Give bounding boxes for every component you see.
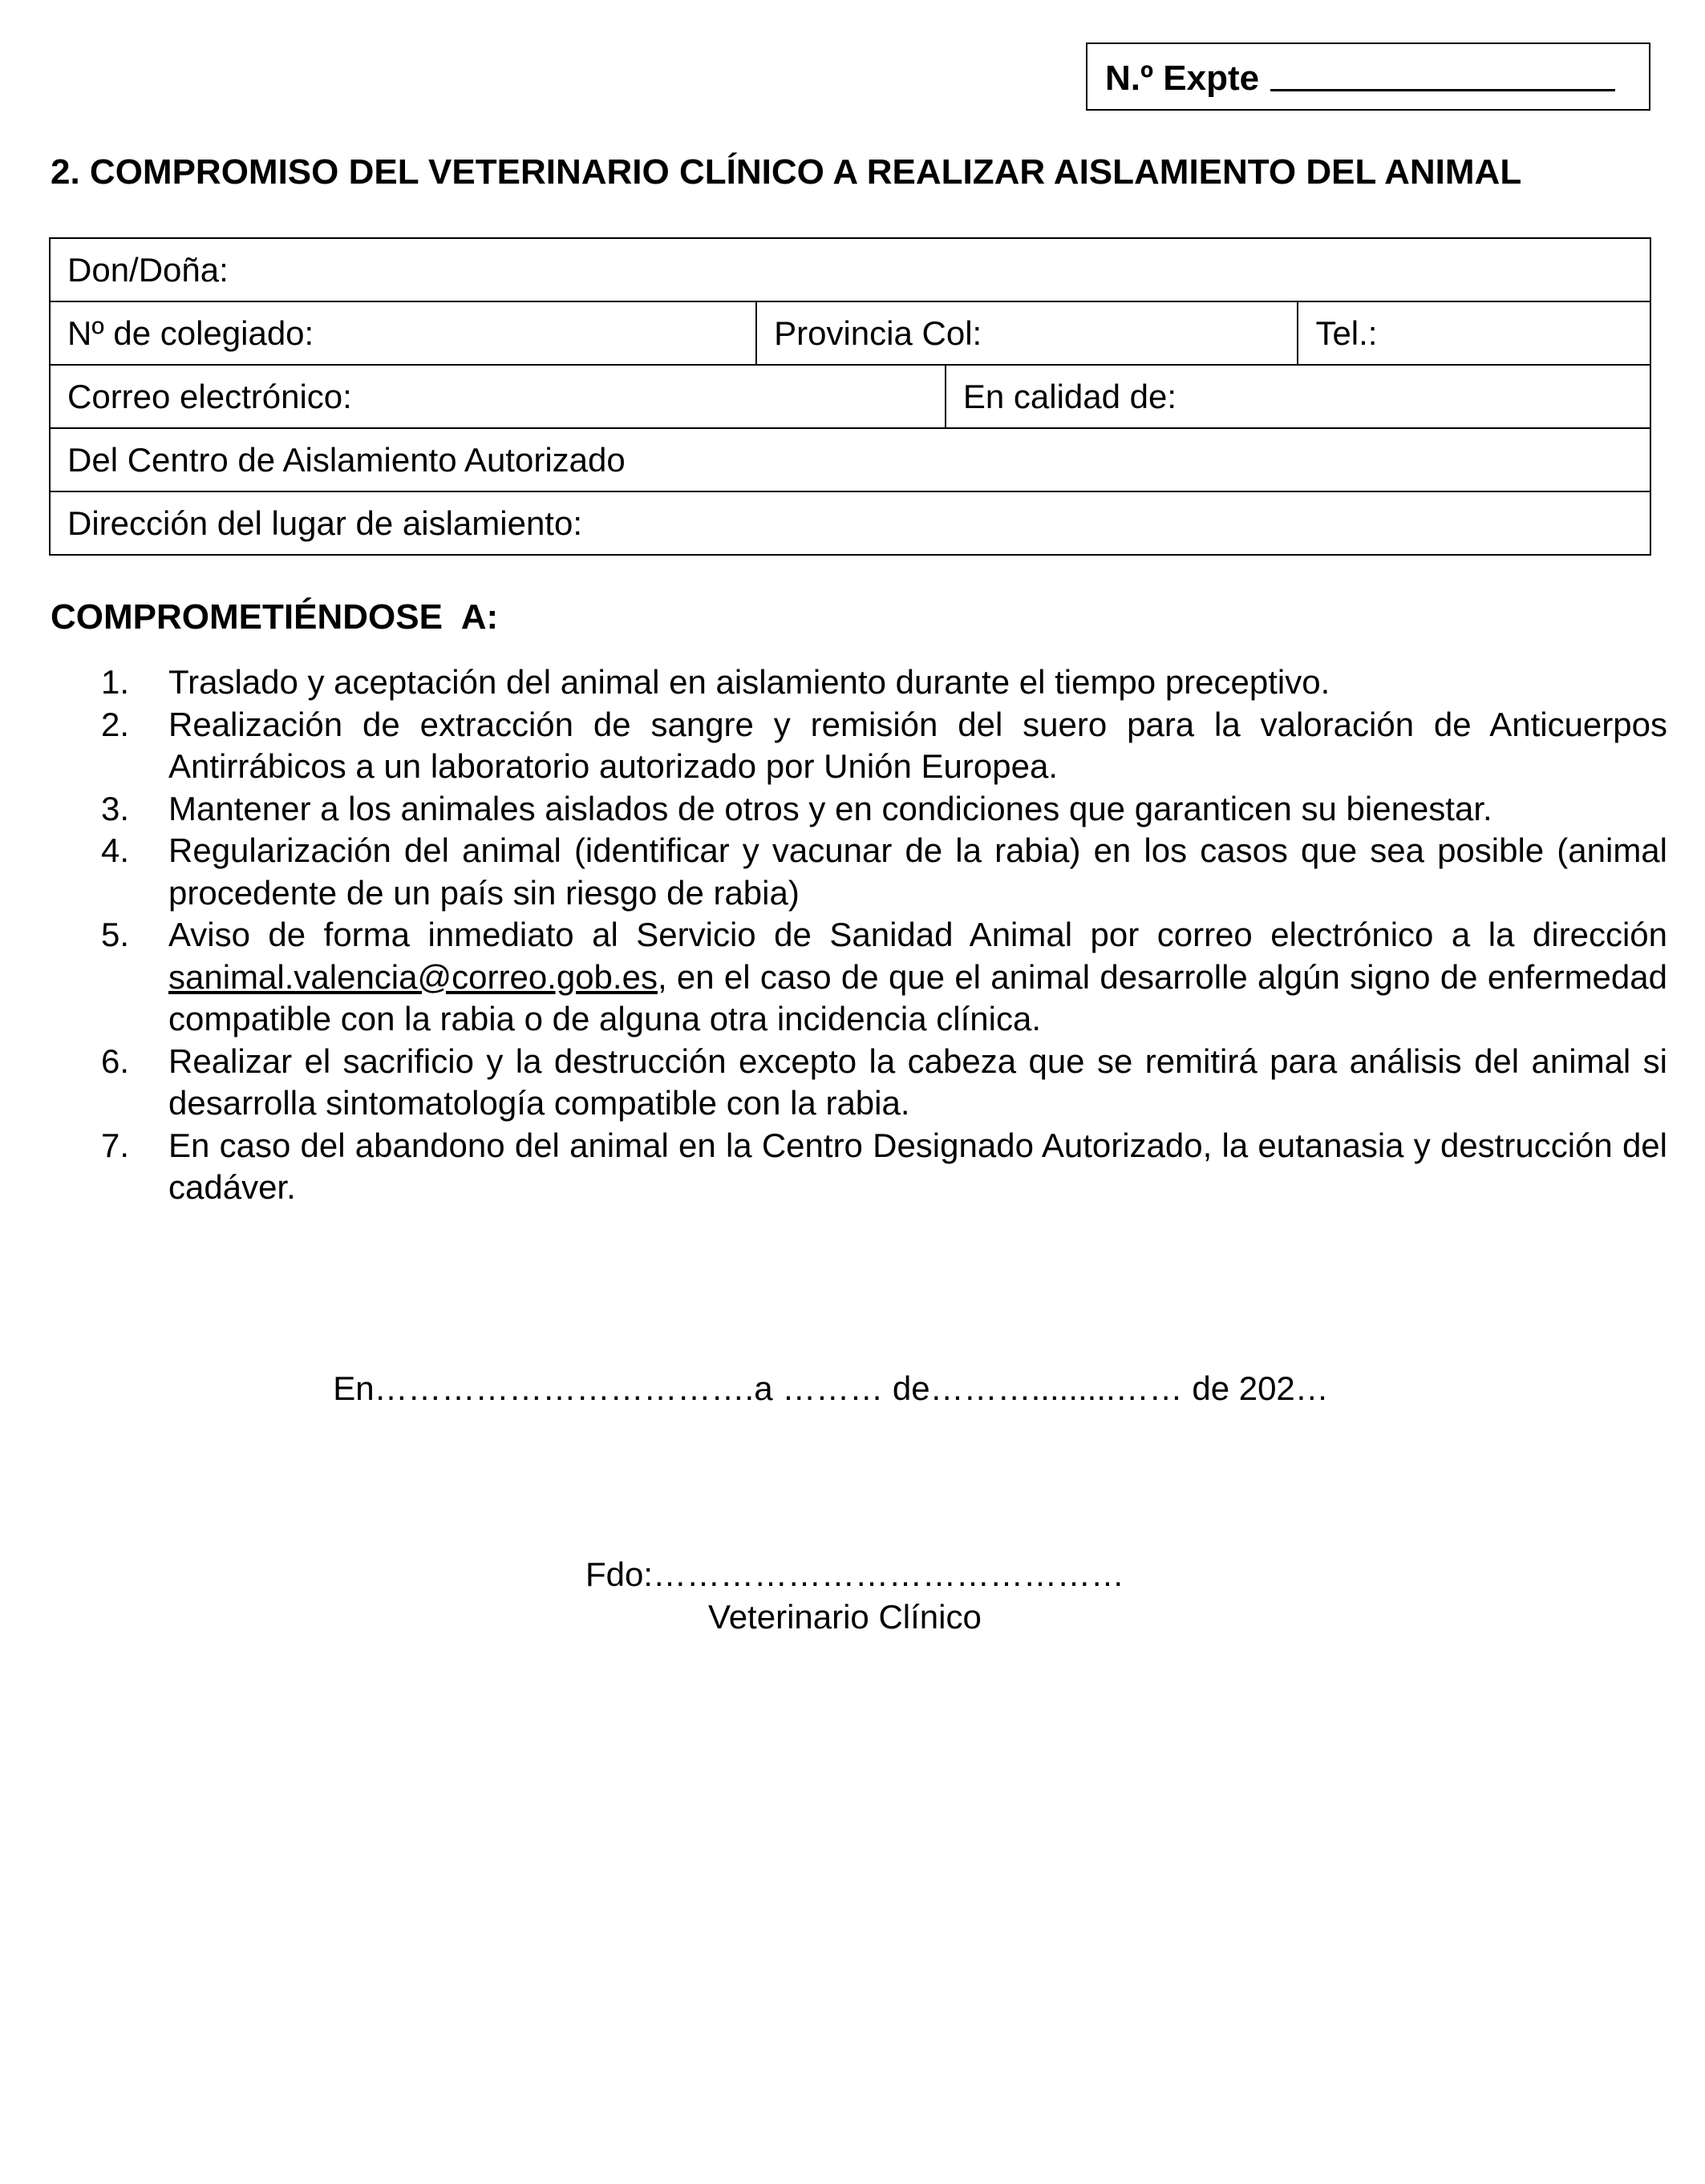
form-row-name [51,239,1651,302]
list-item-number: 2. [101,705,130,743]
list-item-text: Realización de extracción de sangre y remisión del suero para la valoración de Anticuerpos Antirrábicos a un laboratorio autorizado por Unión Europea. [168,705,1667,785]
list-item-text [168,914,1667,1041]
list-item [101,788,1667,831]
correo-field[interactable]: Correo electrónico: [51,366,946,429]
tel-field[interactable]: Tel.: [1298,302,1651,366]
expediente-label: N.º Expte [1105,59,1260,98]
list-item [101,914,1667,1041]
list-item-number: 5. [101,916,130,953]
list-item-text-part: Aviso de forma inmediato al Servicio de Sanidad Animal por correo electrónico a la dirección [168,916,1667,953]
centro-field[interactable]: Del Centro de Aislamiento Autorizado [51,429,1651,492]
don-dona-field[interactable]: Don/Doña: [51,239,1651,302]
list-item-number: 3. [101,789,130,827]
signer-role: Veterinario Clínico [708,1598,982,1636]
provincia-field[interactable]: Provincia Col: [757,302,1298,366]
colegiado-field[interactable]: Nº de colegiado: [51,302,757,366]
expediente-blank-line[interactable] [1270,55,1615,91]
section-title: 2. COMPROMISO DEL VETERINARIO CLÍNICO A REALIZAR AISLAMIENTO DEL ANIMAL [51,152,1522,192]
list-item [101,1041,1667,1125]
form-row-direccion [51,492,1651,556]
list-item-text: En caso del abandono del animal en la Centro Designado Autorizado, la eutanasia y destrucción del cadáver. [168,1126,1667,1206]
commitments-heading: COMPROMETIÉNDOSE A: [51,597,499,637]
form-row-contact [51,366,1651,429]
form-row-colegiado [51,302,1651,366]
list-item-number: 6. [101,1041,130,1080]
signature-line[interactable]: Fdo:…………………………………… [585,1555,1125,1593]
list-item-number: 1. [101,663,130,701]
list-item-text: Realizar el sacrificio y la destrucción excepto la cabeza que se remitirá para análisis del animal si desarrolla sintomatología compatible con la rabia. [168,1041,1667,1122]
list-item [101,1125,1667,1209]
list-item [101,830,1667,914]
place-date-line[interactable]: En…………………………….a ……… de……….........…… de 202… [333,1369,1329,1407]
calidad-field[interactable]: En calidad de: [946,366,1651,429]
email-link[interactable]: sanimal.valencia@correo.gob.es [168,957,658,996]
list-item-text: Mantener a los animales aislados de otros y en condiciones que garanticen su bienestar. [168,789,1492,827]
list-item-text: Traslado y aceptación del animal en aislamiento durante el tiempo preceptivo. [168,663,1330,701]
list-item-number: 4. [101,831,130,869]
direccion-field[interactable]: Dirección del lugar de aislamiento: [51,492,1651,556]
veterinarian-form-table [49,237,1651,556]
expediente-box [1086,42,1650,111]
list-item-number: 7. [101,1126,130,1164]
list-item-text-part: , en el caso de que el animal desarrolle algún signo de enfermedad compatible con la rabia o de alguna otra incidencia clínica. [168,957,1667,1037]
list-item-text: Regularización del animal (identificar y vacunar de la rabia) en los casos que sea posible (animal procedente de un país sin riesgo de rabia) [168,831,1667,912]
form-row-centro [51,429,1651,492]
list-item [101,704,1667,788]
commitments-list [101,661,1667,1209]
list-item [101,661,1667,704]
